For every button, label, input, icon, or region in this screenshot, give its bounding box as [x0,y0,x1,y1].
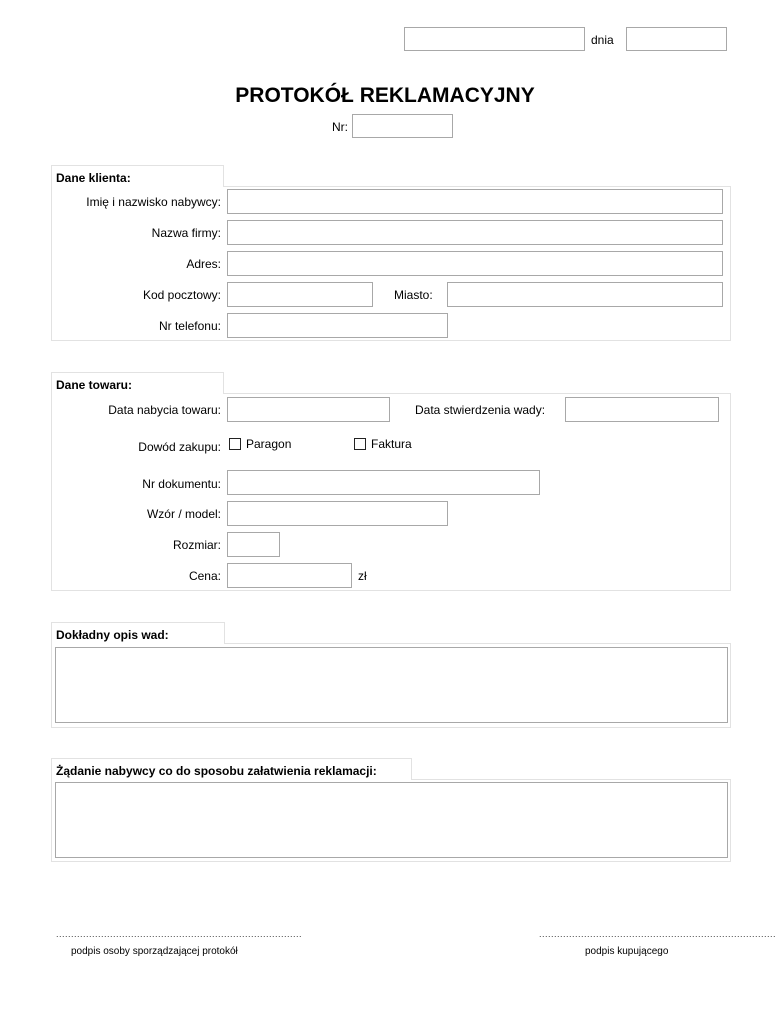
model-field[interactable] [227,501,448,526]
model-label: Wzór / model: [146,507,221,521]
invoice-label: Faktura [371,437,412,451]
left-signature-caption: podpis osoby sporządzającej protokół [71,946,238,957]
phone-label: Nr telefonu: [158,319,221,333]
document-number-label: Nr dokumentu: [142,477,221,491]
nr-label: Nr: [332,120,348,134]
defects-section-heading: Dokładny opis wad: [51,622,225,644]
document-number-field[interactable] [227,470,540,495]
receipt-checkbox[interactable] [229,438,241,450]
buyer-name-field[interactable] [227,189,723,214]
purchase-date-field[interactable] [227,397,390,422]
receipt-label: Paragon [246,437,292,451]
invoice-checkbox[interactable] [354,438,366,450]
right-signature-line: ............................................................................... [539,929,776,939]
nr-field[interactable] [352,114,453,138]
date-field[interactable] [626,27,727,51]
postal-code-label: Kod pocztowy: [142,288,221,302]
price-field[interactable] [227,563,352,588]
demand-description-field[interactable] [55,782,728,858]
size-field[interactable] [227,532,280,557]
address-field[interactable] [227,251,723,276]
place-field[interactable] [404,27,585,51]
proof-of-purchase-label: Dowód zakupu: [138,440,221,454]
product-section-heading: Dane towaru: [51,372,224,394]
client-section-heading: Dane klienta: [51,165,224,187]
size-label: Rozmiar: [172,538,221,552]
price-label: Cena: [188,569,221,583]
right-signature-caption: podpis kupującego [585,946,669,957]
left-signature-line: .................................................................................. [56,929,303,939]
phone-field[interactable] [227,313,448,338]
company-name-label: Nazwa firmy: [151,226,221,240]
city-field[interactable] [447,282,723,307]
page-title: PROTOKÓŁ REKLAMACYJNY [235,84,535,107]
purchase-date-label: Data nabycia towaru: [108,403,221,417]
address-label: Adres: [186,257,221,271]
buyer-name-label: Imię i nazwisko nabywcy: [86,195,221,209]
defect-date-field[interactable] [565,397,719,422]
defects-description-field[interactable] [55,647,728,723]
demand-section-heading: Żądanie nabywcy co do sposobu załatwienia reklamacji: [51,758,412,780]
day-label: dnia [591,33,614,47]
postal-code-field[interactable] [227,282,373,307]
company-name-field[interactable] [227,220,723,245]
currency-label: zł [358,569,367,583]
defect-date-label: Data stwierdzenia wady: [415,403,546,417]
city-label: Miasto: [394,288,433,302]
